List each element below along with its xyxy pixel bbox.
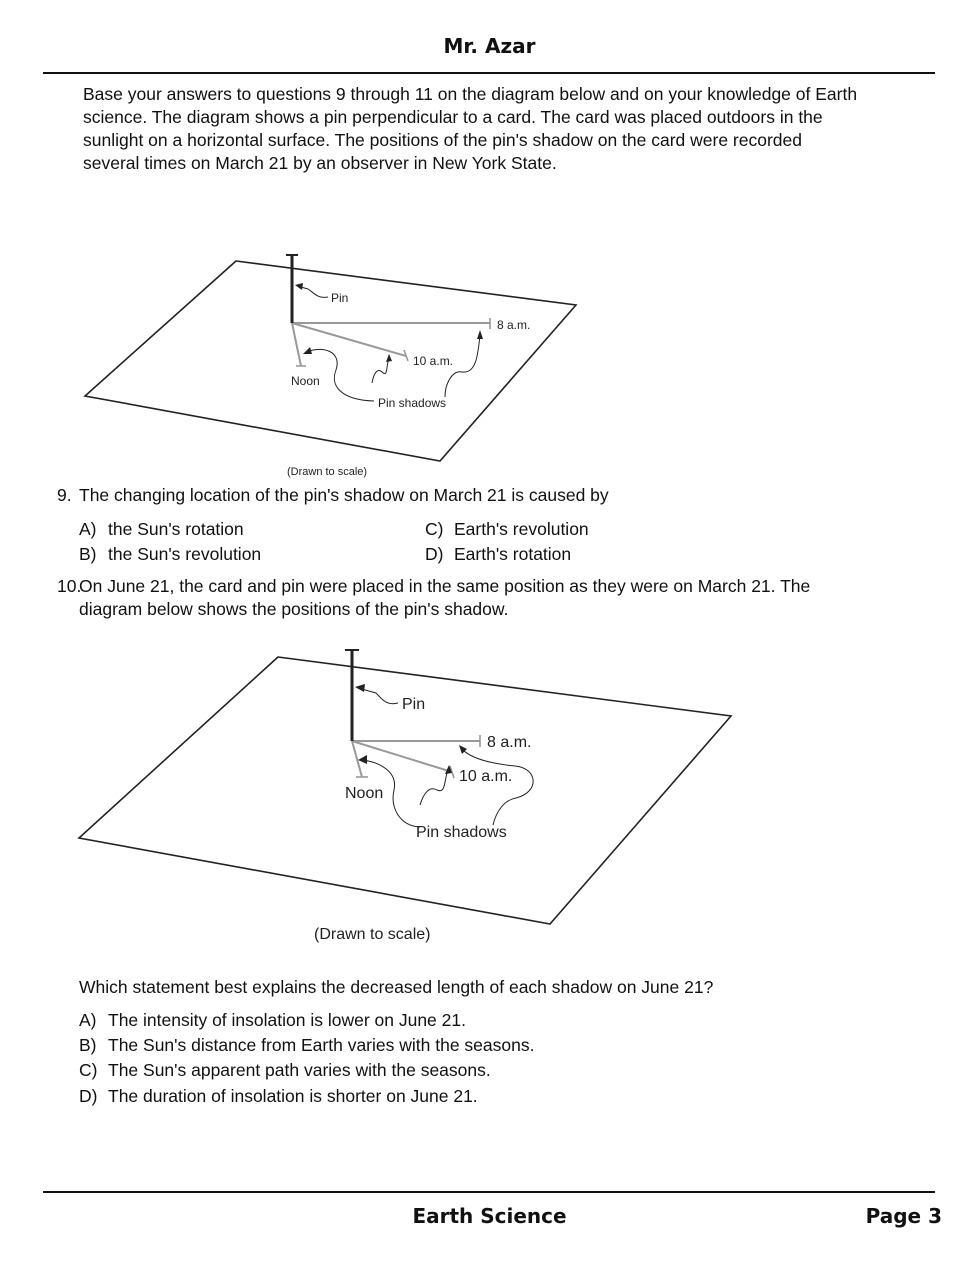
label-10am: 10 a.m. — [413, 354, 454, 368]
diagram-march-21 — [60, 240, 620, 485]
label-pin-shadows: Pin shadows — [378, 396, 447, 410]
question-9-text: The changing location of the pin's shadow on March 21 is caused by — [79, 485, 609, 505]
q9-choice-a[interactable]: A) the Sun's rotation — [79, 519, 244, 539]
label-8am: 8 a.m. — [487, 734, 532, 751]
question-10-prompt: Which statement best explains the decreased length of each shadow on June 21? — [79, 977, 714, 997]
q9-choice-c[interactable]: C) Earth's revolution — [425, 519, 589, 539]
label-drawn-to-scale: (Drawn to scale) — [287, 466, 368, 478]
q10-choice-b[interactable]: B) The Sun's distance from Earth varies with the seasons. — [79, 1035, 535, 1055]
label-8am: 8 a.m. — [497, 318, 531, 332]
footer-divider — [43, 1191, 935, 1193]
label-drawn-to-scale: (Drawn to scale) — [314, 926, 431, 943]
question-10-number: 10. — [57, 576, 82, 596]
q10-choice-c[interactable]: C) The Sun's apparent path varies with the seasons. — [79, 1060, 491, 1080]
intro-paragraph: Base your answers to questions 9 through 11 on the diagram below and on your knowledge of Earth science. The diagram shows a pin perpendicular to a card. The card was placed outdoors in the sunlight on a horizontal surface. The positions of the pin's shadow on the card were recorded several times on March 21 by an observer in New York State. — [83, 84, 858, 173]
label-pin-shadows: Pin shadows — [416, 824, 507, 841]
pin-shadow-noon — [292, 323, 301, 366]
label-10am: 10 a.m. — [459, 768, 513, 785]
header-divider — [43, 72, 935, 74]
question-9-number: 9. — [57, 485, 72, 505]
q10-choice-d[interactable]: D) The duration of insolation is shorter on June 21. — [79, 1086, 478, 1106]
label-noon: Noon — [291, 374, 320, 388]
page-header-title: Mr. Azar — [443, 34, 536, 58]
footer-page-number: Page 3 — [865, 1204, 942, 1228]
q9-choice-d[interactable]: D) Earth's rotation — [425, 544, 572, 564]
diagram-june-21 — [70, 640, 740, 945]
q9-choice-b[interactable]: B) the Sun's revolution — [79, 544, 262, 564]
label-pin: Pin — [331, 291, 349, 305]
label-pin: Pin — [402, 696, 426, 713]
footer-subject: Earth Science — [412, 1204, 567, 1228]
q10-choice-a[interactable]: A) The intensity of insolation is lower on June 21. — [79, 1010, 466, 1030]
label-noon: Noon — [345, 785, 384, 802]
question-10-text: On June 21, the card and pin were placed in the same position as they were on March 21. The diagram below shows the positions of the pin's shadow. — [79, 576, 811, 619]
